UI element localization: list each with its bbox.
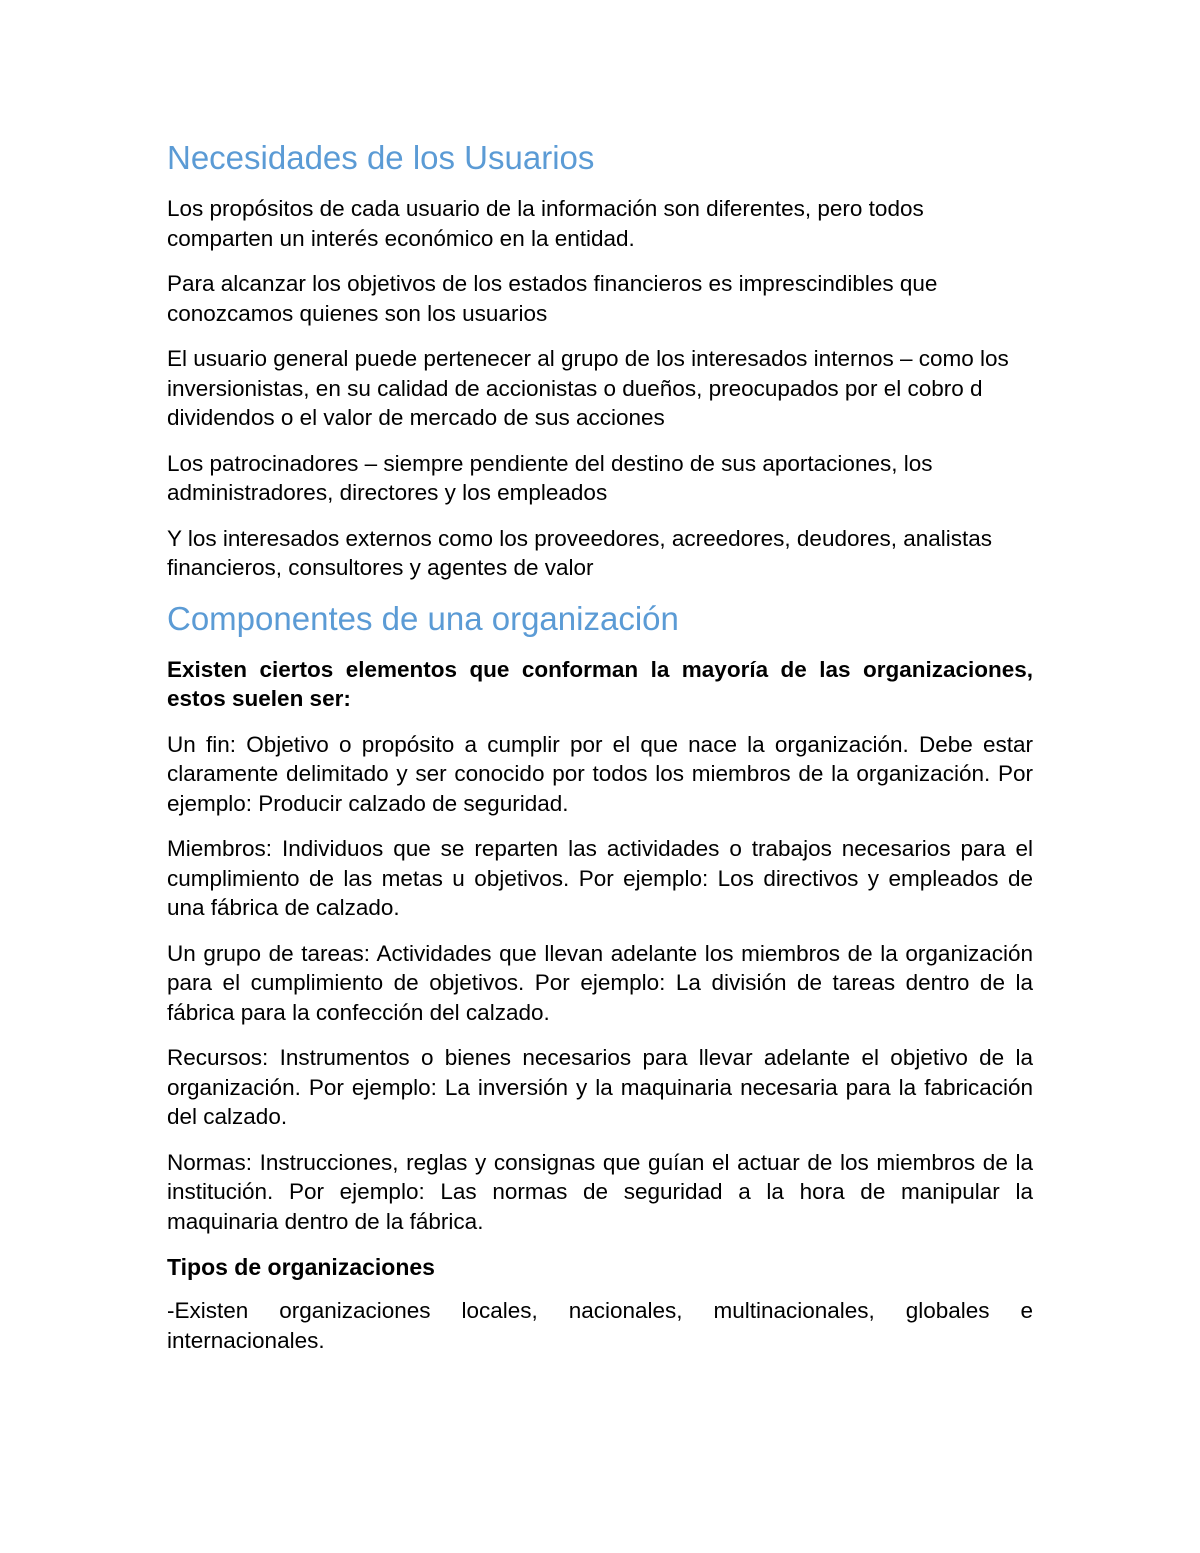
paragraph-componente-recursos: Recursos: Instrumentos o bienes necesarios para llevar adelante el objetivo de la organización. Por ejemplo: La inversión y la maquinaria necesaria para la fabricación del calzado. bbox=[167, 1045, 1033, 1129]
paragraph-componente-tareas: Un grupo de tareas: Actividades que llevan adelante los miembros de la organización para el cumplimiento de objetivos. Por ejemplo: La división de tareas dentro de la fábrica para la confección del calzado. bbox=[167, 940, 1033, 1025]
heading-componentes-organizacion: Componentes de una organización bbox=[167, 599, 679, 637]
paragraph-usuarios-3: El usuario general puede pertenecer al grupo de los interesados internos – como los inversionistas, en su calidad de accionistas o dueños, preocupados por el cobro d dividendos o el valor de mercado de sus acciones bbox=[167, 346, 1009, 430]
heading-necesidades-usuarios: Necesidades de los Usuarios bbox=[167, 139, 595, 176]
paragraph-componentes-intro: Existen ciertos elementos que conforman la mayoría de las organizaciones, estos suelen ser: bbox=[167, 656, 1033, 711]
paragraph-usuarios-4: Los patrocinadores – siempre pendiente del destino de sus aportaciones, los administradores, directores y los empleados bbox=[167, 450, 933, 505]
heading-tipos-organizaciones: Tipos de organizaciones bbox=[167, 1254, 435, 1280]
paragraph-usuarios-1: Los propósitos de cada usuario de la información son diferentes, pero todos comparten un interés económico en la entidad. bbox=[167, 196, 924, 251]
paragraph-usuarios-5: Y los interesados externos como los proveedores, acreedores, deudores, analistas financieros, consultores y agentes de valor bbox=[167, 525, 993, 580]
paragraph-componente-miembros: Miembros: Individuos que se reparten las actividades o trabajos necesarios para el cumplimiento de las metas u objetivos. Por ejemplo: Los directivos y empleados de una fábrica de calzado. bbox=[167, 836, 1033, 920]
paragraph-componente-fin: Un fin: Objetivo o propósito a cumplir por el que nace la organización. Debe estar claramente delimitado y ser conocido por todos los miembros de la organización. Por ejemplo: Producir calzado de seguridad. bbox=[167, 731, 1033, 816]
paragraph-componente-normas: Normas: Instrucciones, reglas y consignas que guían el actuar de los miembros de la institución. Por ejemplo: Las normas de seguridad a la hora de manipular la maquinaria dentro de la fábrica. bbox=[167, 1149, 1033, 1234]
paragraph-usuarios-2: Para alcanzar los objetivos de los estados financieros es imprescindibles que conozcamos quienes son los usuarios bbox=[167, 271, 938, 326]
paragraph-tipos-organizaciones: -Existen organizaciones locales, nacionales, multinacionales, globales e internacionales. bbox=[167, 1298, 1033, 1353]
document-page bbox=[167, 138, 1033, 1371]
